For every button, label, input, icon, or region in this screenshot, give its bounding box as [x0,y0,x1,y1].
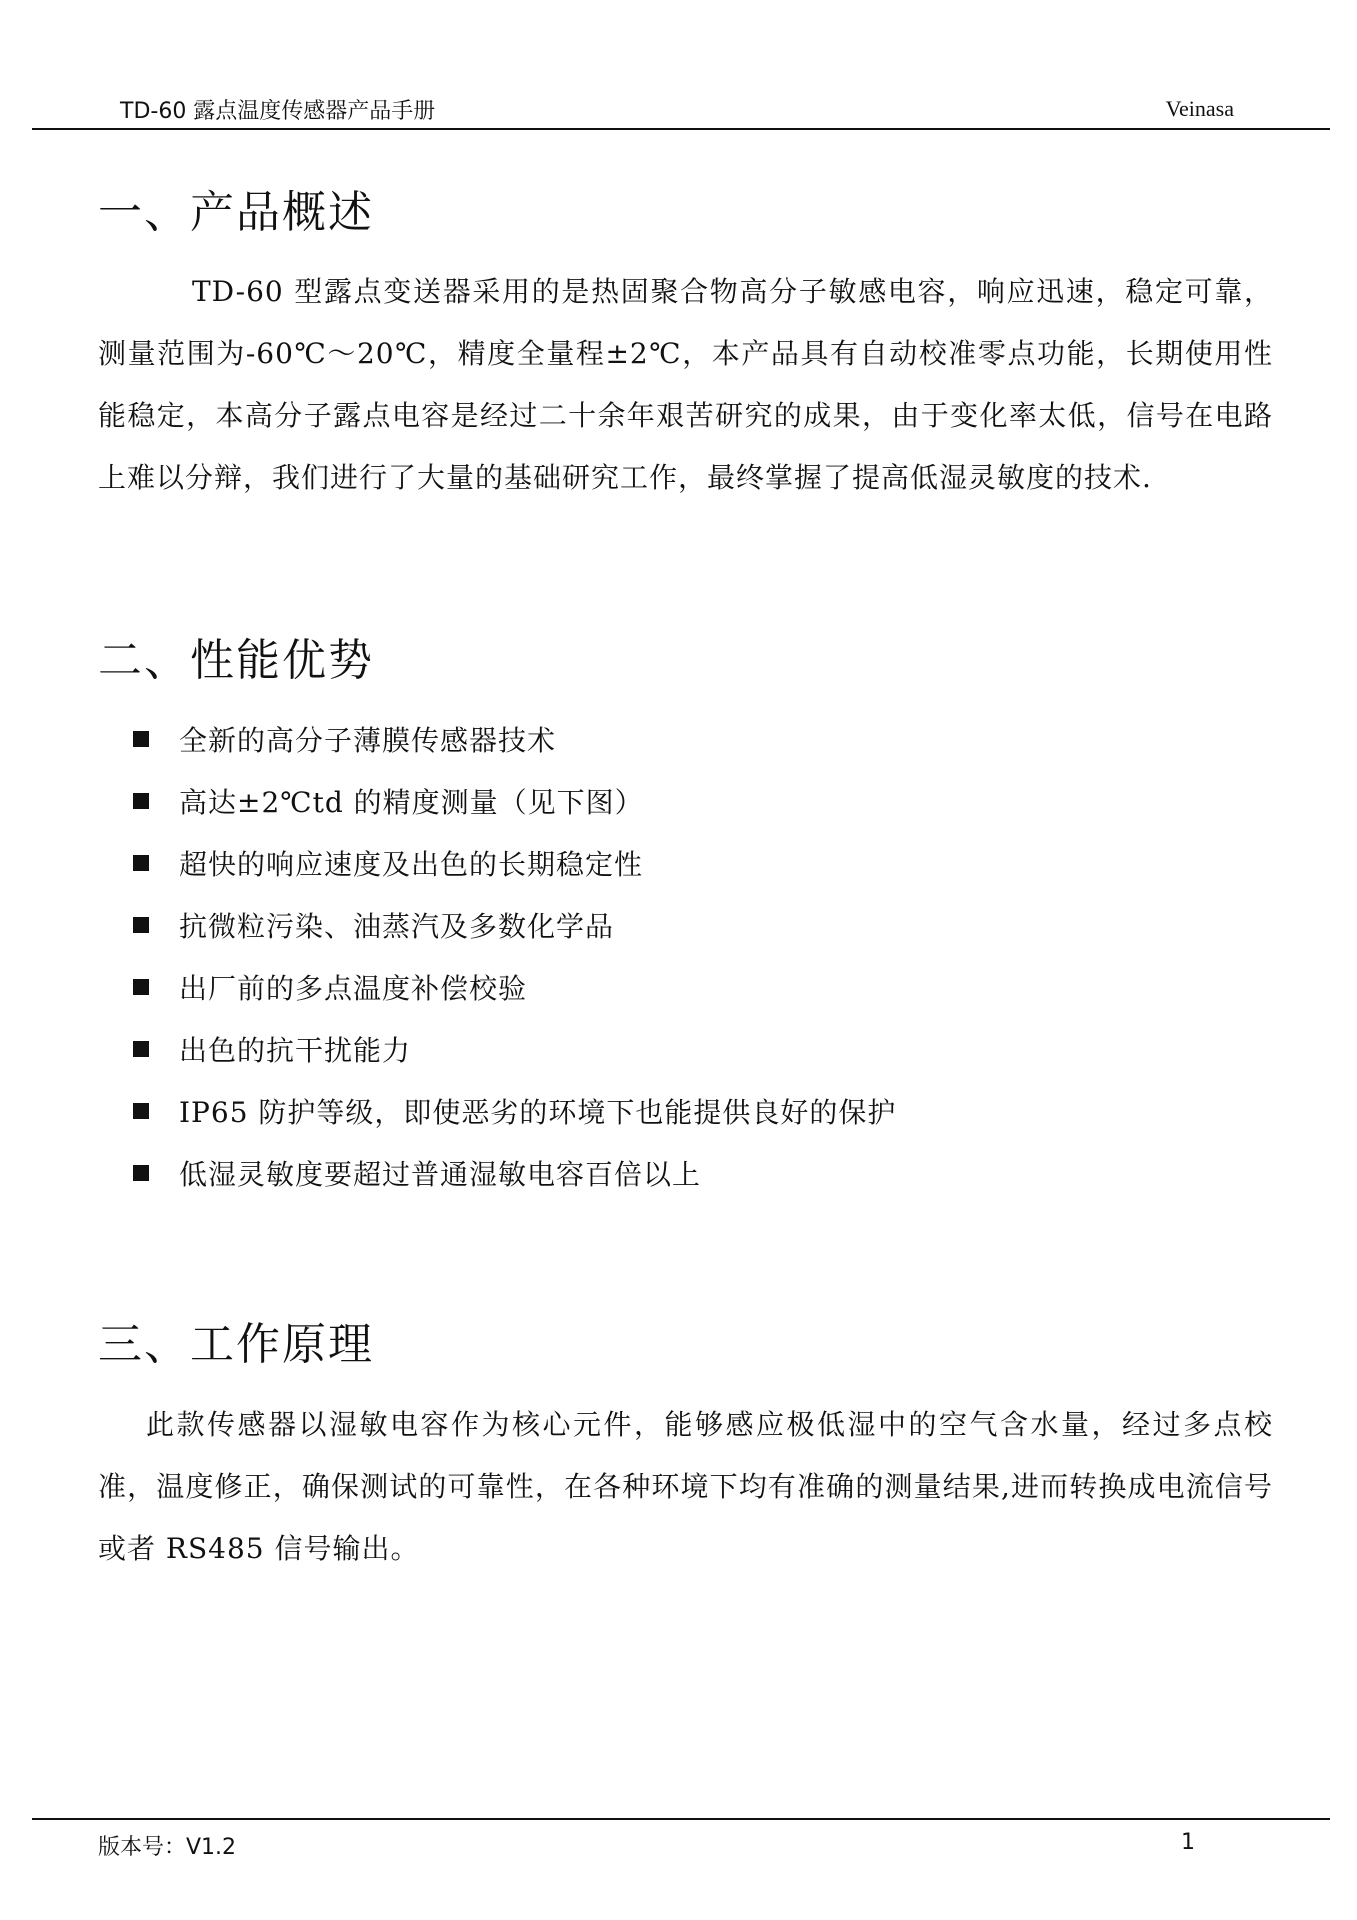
document-title: TD-60 露点温度传感器产品手册 [120,99,436,124]
list-item-text: 出色的抗干扰能力 [179,1034,412,1067]
list-item-text: 抗微粒污染、油蒸汽及多数化学品 [179,910,615,943]
list-item-text: 低湿灵敏度要超过普通湿敏电容百倍以上 [179,1158,702,1191]
overview-paragraph: TD-60 型露点变送器采用的是热固聚合物高分子敏感电容，响应迅速，稳定可靠，测量范围为-60℃～20℃，精度全量程±2℃，本产品具有自动校准零点功能，长期使用性能稳定，本高分子露点电容是经过二十余年艰苦研究的成果，由于变化率太低，信号在电路上难以分辩，我们进行了大量的基础研究工作，最终掌握了提高低湿灵敏度的技术. [98,275,1273,494]
list-item [133,832,896,894]
list-item-text: 出厂前的多点温度补偿校验 [179,972,528,1005]
section-heading-advantages: 二、性能优势 [98,635,374,686]
square-bullet-icon [133,979,149,995]
list-item-text: IP65 防护等级，即使恶劣的环境下也能提供良好的保护 [179,1096,897,1129]
list-item-text: 超快的响应速度及出色的长期稳定性 [179,848,644,881]
section-heading-principle: 三、工作原理 [98,1319,374,1370]
square-bullet-icon [133,1103,149,1119]
list-item [133,708,896,770]
page-footer [32,1818,1330,1870]
square-bullet-icon [133,1041,149,1057]
list-item-text: 全新的高分子薄膜传感器技术 [179,724,557,757]
square-bullet-icon [133,1165,149,1181]
brand-name: Veinasa [1165,96,1234,121]
list-item [133,1142,896,1204]
list-item [133,894,896,956]
section-heading-overview: 一、产品概述 [98,187,374,238]
advantages-list [133,708,896,1204]
list-item [133,770,896,832]
page-header [32,88,1330,130]
square-bullet-icon [133,731,149,747]
principle-paragraph: 此款传感器以湿敏电容作为核心元件，能够感应极低湿中的空气含水量，经过多点校准，温度修正，确保测试的可靠性，在各种环境下均有准确的测量结果,进而转换成电流信号或者 RS485 信号输出。 [98,1408,1273,1565]
page-number: 1 [1181,1830,1195,1855]
list-item [133,1018,896,1080]
list-item [133,1080,896,1142]
square-bullet-icon [133,917,149,933]
version-label: 版本号：V1.2 [98,1835,237,1860]
square-bullet-icon [133,855,149,871]
square-bullet-icon [133,793,149,809]
list-item-text: 高达±2℃td 的精度测量（见下图） [179,786,644,819]
list-item [133,956,896,1018]
